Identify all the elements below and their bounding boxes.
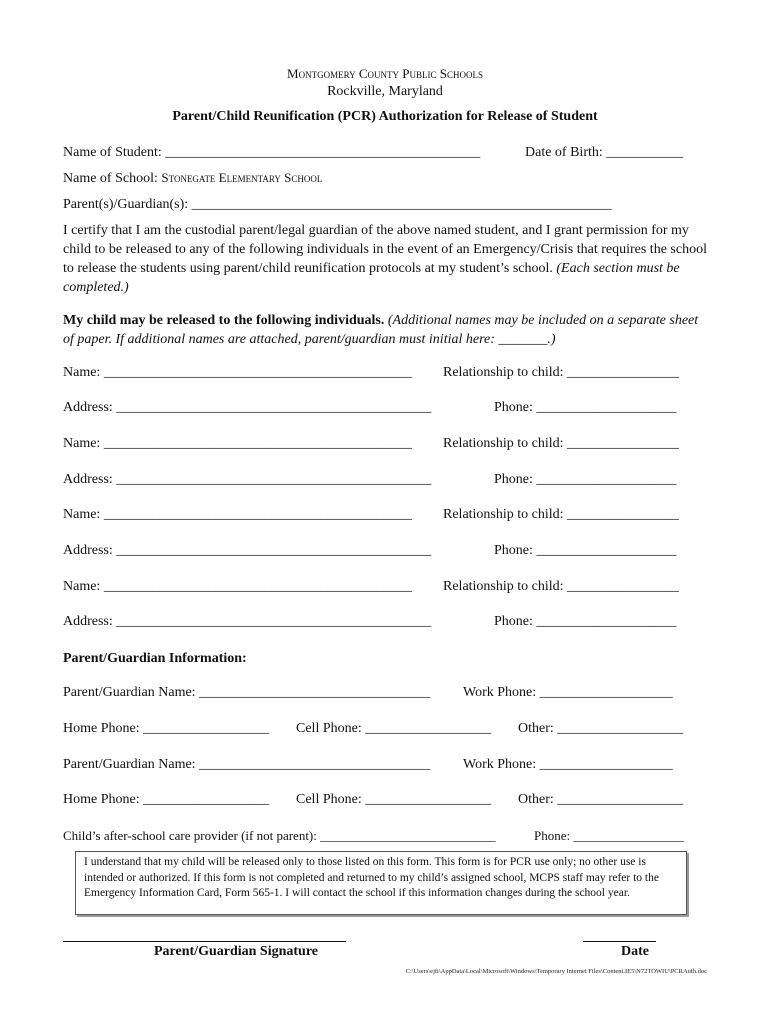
release-address-field-4[interactable]: Address: _____________________________________________ <box>63 614 432 629</box>
work-phone-field-2[interactable]: Work Phone: ___________________ <box>463 757 673 772</box>
home-phone-field-2[interactable]: Home Phone: __________________ <box>63 792 270 807</box>
cell-phone-field-1[interactable]: Cell Phone: __________________ <box>296 721 492 736</box>
signature-label: Parent/Guardian Signature <box>154 944 319 959</box>
org-name: Montgomery County Public Schools <box>287 66 483 81</box>
release-heading: My child may be released to the following individuals. <box>63 313 385 328</box>
release-address-field-2[interactable]: Address: _____________________________________________ <box>63 472 432 487</box>
org-location: Rockville, Maryland <box>327 84 443 99</box>
release-phone-field-4[interactable]: Phone: ____________________ <box>494 614 677 629</box>
acknowledgement-notice: I understand that my child will be released only to those listed on this form. This form is for PCR use only; no other use is intended or authorized. If this form is not completed and returned to my child’s assigned school, MCPS staff may refer to the Emergency Information Card, Form 565-1. I will contact the school if this information changes during the school year. <box>75 851 687 915</box>
other-phone-field-2[interactable]: Other: __________________ <box>518 792 684 807</box>
school-name-label: Name of School: <box>63 171 158 186</box>
care-provider-phone-field[interactable]: Phone: _________________ <box>534 828 684 843</box>
guardian-name-field-2[interactable]: Parent/Guardian Name: _________________________________ <box>63 757 431 772</box>
guardians-field[interactable]: Parent(s)/Guardian(s): ____________________________________________________________ <box>63 197 612 212</box>
file-path-footer: C:\Users\ejfi\AppData\Local\Microsoft\Windows\Temporary Internet Files\Content.IE5\N72TOWIU\PCRAuth.doc <box>405 968 707 975</box>
release-relationship-field-2[interactable]: Relationship to child: ________________ <box>443 436 680 451</box>
release-name-field-4[interactable]: Name: ____________________________________________ <box>63 579 412 594</box>
cell-phone-field-2[interactable]: Cell Phone: __________________ <box>296 792 492 807</box>
release-note: (Additional names may be included on a separate sheet of paper. If additional names are attached, parent/guardian must initial here: _______.) <box>63 313 699 347</box>
release-phone-field-2[interactable]: Phone: ____________________ <box>494 472 677 487</box>
release-name-field-3[interactable]: Name: ____________________________________________ <box>63 507 412 522</box>
release-heading-block <box>63 311 708 349</box>
work-phone-field-1[interactable]: Work Phone: ___________________ <box>463 685 673 700</box>
release-phone-field-1[interactable]: Phone: ____________________ <box>494 400 677 415</box>
student-name-field[interactable]: Name of Student: _____________________________________________ <box>63 145 481 160</box>
school-name-row <box>63 170 322 187</box>
certification-note: (Each section must be completed.) <box>63 261 680 295</box>
form-title: Parent/Child Reunification (PCR) Authorization for Release of Student <box>172 109 598 124</box>
home-phone-field-1[interactable]: Home Phone: __________________ <box>63 721 270 736</box>
release-relationship-field-4[interactable]: Relationship to child: ________________ <box>443 579 680 594</box>
release-relationship-field-3[interactable]: Relationship to child: ________________ <box>443 507 680 522</box>
date-of-birth-field[interactable]: Date of Birth: ___________ <box>525 145 684 160</box>
certification-text: I certify that I am the custodial parent/legal guardian of the above named student, and I grant permission for my child to be released to any of the following individuals in the event of an Emergency/Crisis that requires the school to release the students using parent/child reunification protocols at my student’s school. <box>63 223 707 276</box>
release-name-field-1[interactable]: Name: ____________________________________________ <box>63 365 412 380</box>
date-line[interactable] <box>583 941 656 942</box>
care-provider-field[interactable]: Child’s after-school care provider (if not parent): ___________________________ <box>63 828 496 843</box>
release-relationship-field-1[interactable]: Relationship to child: ________________ <box>443 365 680 380</box>
certification-paragraph <box>63 221 708 297</box>
signature-line[interactable] <box>63 941 346 942</box>
date-label: Date <box>621 944 649 959</box>
school-name-value: Stonegate Elementary School <box>161 170 323 185</box>
other-phone-field-1[interactable]: Other: __________________ <box>518 721 684 736</box>
release-address-field-3[interactable]: Address: _____________________________________________ <box>63 543 432 558</box>
guardian-info-heading: Parent/Guardian Information: <box>63 651 247 666</box>
release-phone-field-3[interactable]: Phone: ____________________ <box>494 543 677 558</box>
release-address-field-1[interactable]: Address: _____________________________________________ <box>63 400 432 415</box>
release-name-field-2[interactable]: Name: ____________________________________________ <box>63 436 412 451</box>
guardian-name-field-1[interactable]: Parent/Guardian Name: _________________________________ <box>63 685 431 700</box>
